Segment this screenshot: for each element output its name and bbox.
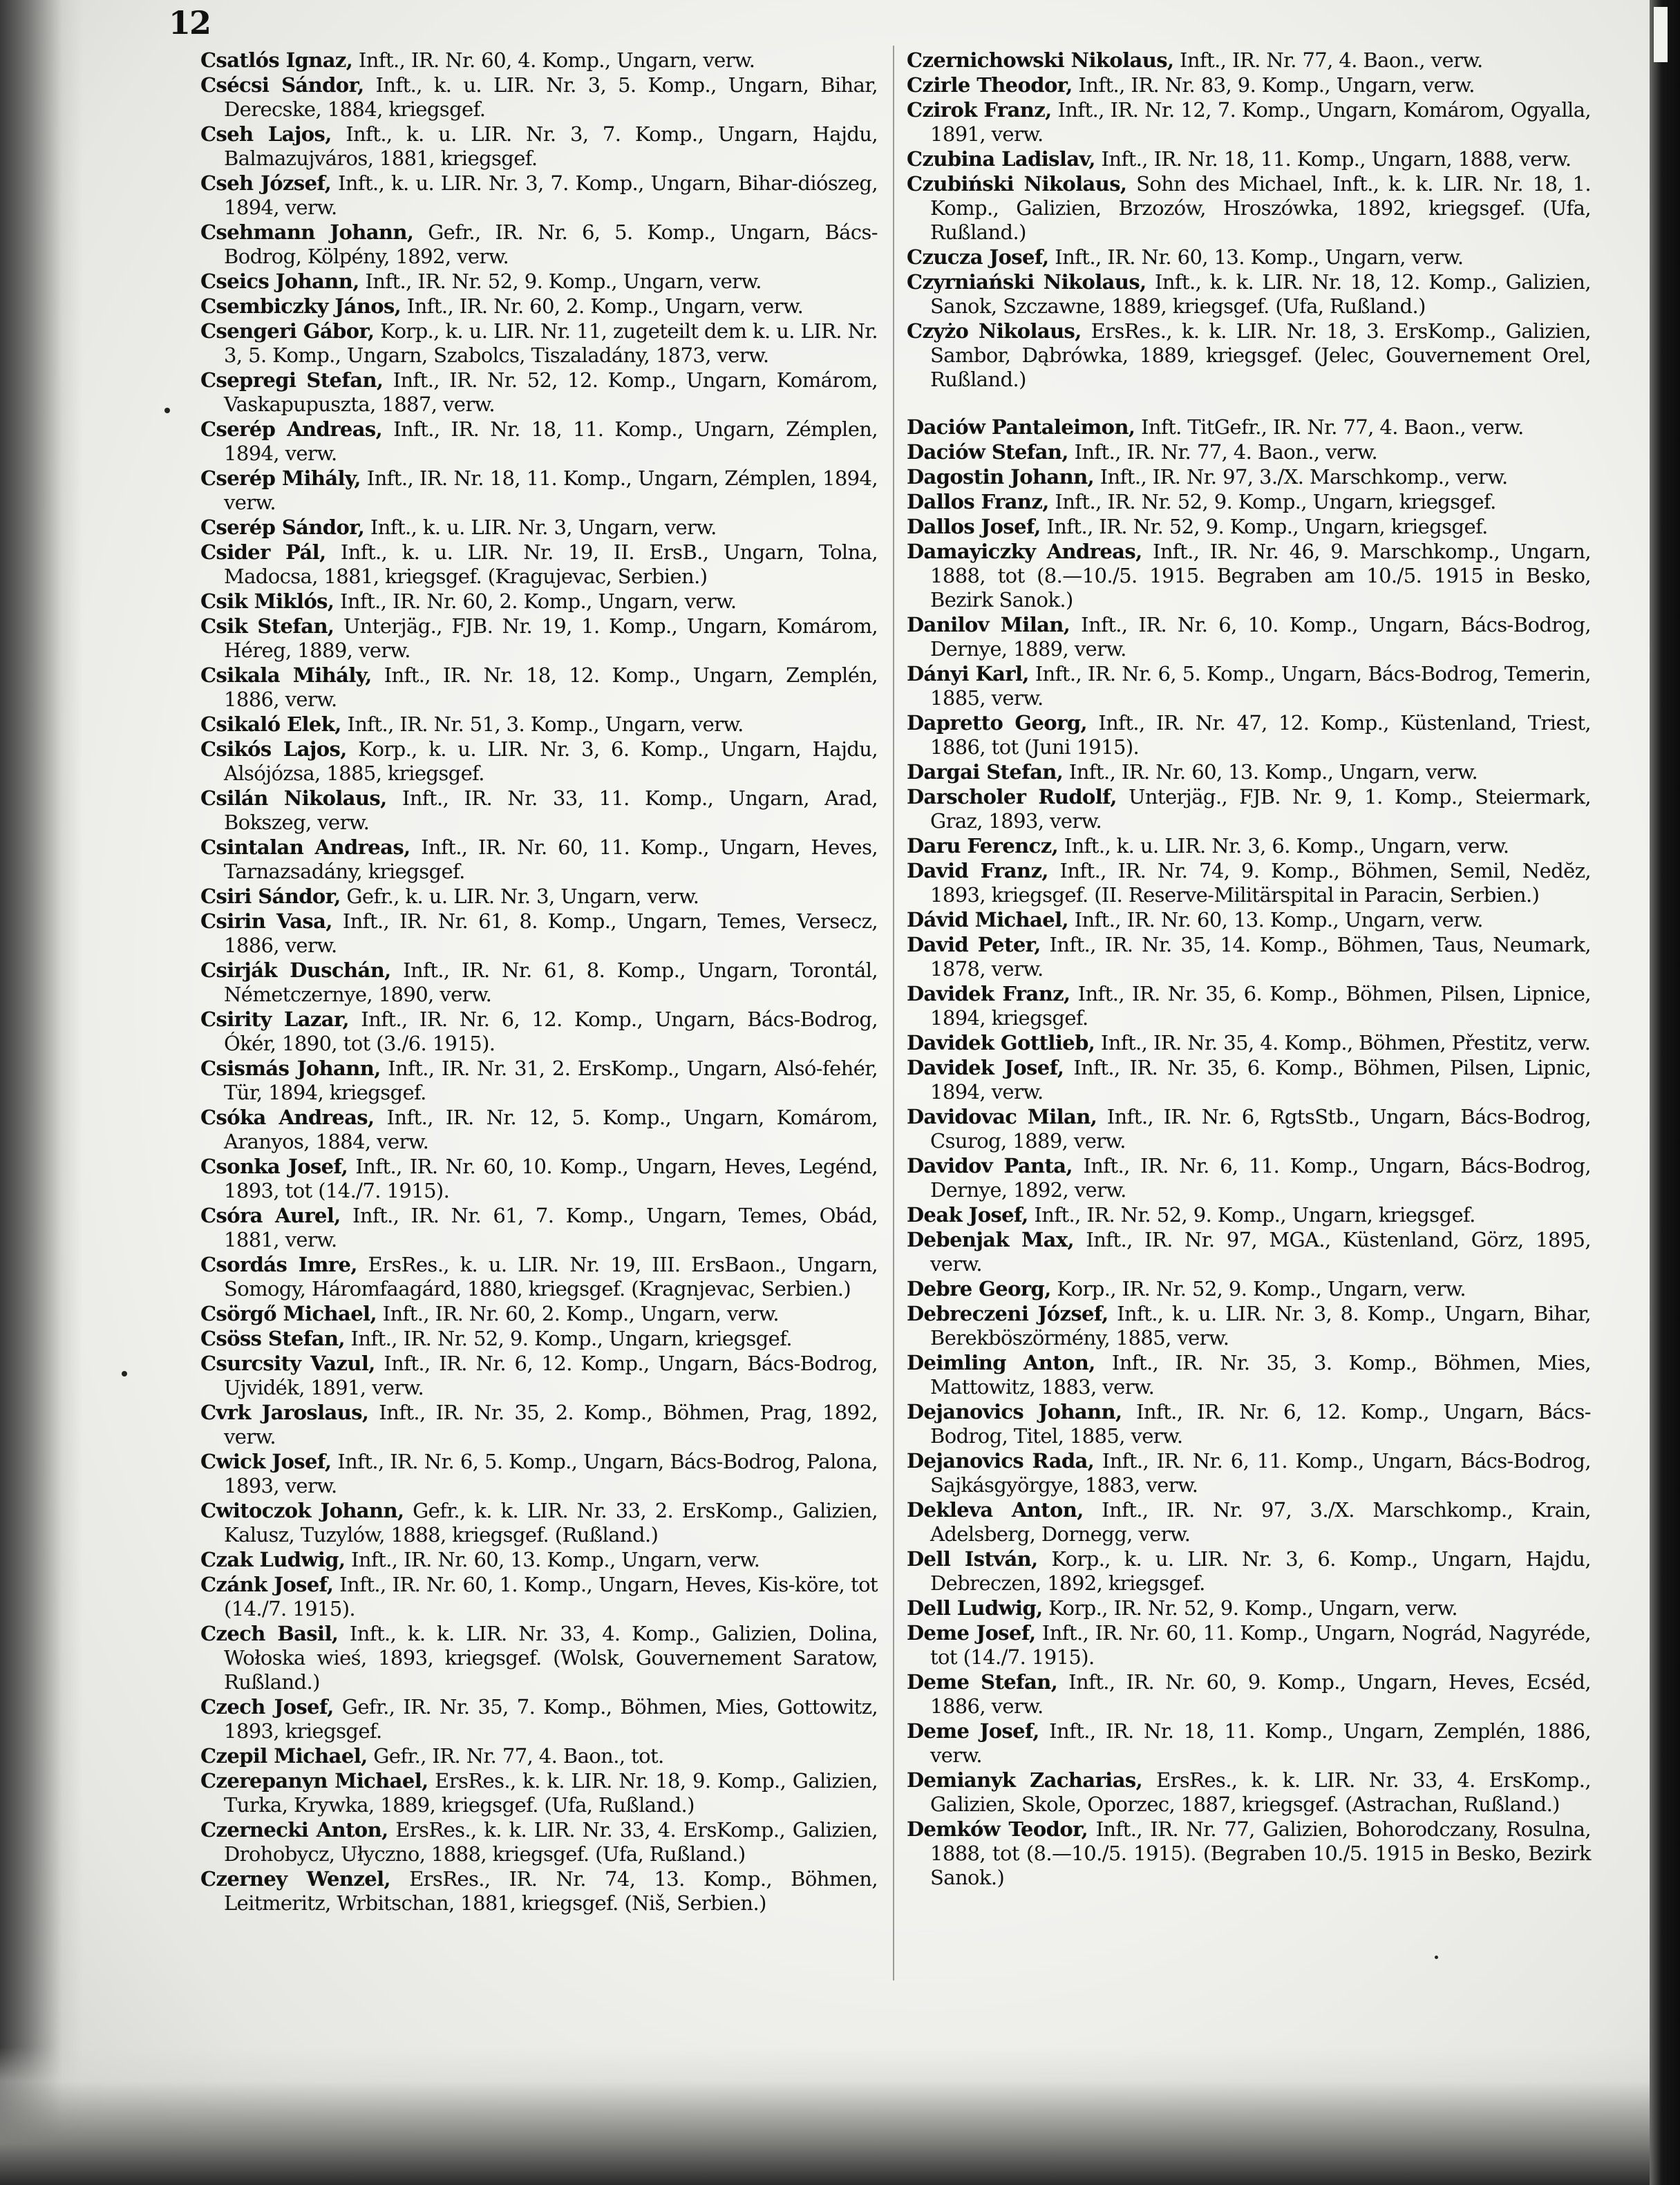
entry-name: Cseics Johann, (200, 269, 359, 293)
entry-name: Csikaló Elek, (200, 712, 341, 736)
entry-details: Inft., IR. Nr. 6, 12. Komp., Ungarn, Bács-Bodrog, Ókér, 1890, tot (3./6. 1915). (224, 1008, 878, 1055)
entry-name: Csintalan Andreas, (200, 835, 410, 859)
entry-name: Csécsi Sándor, (200, 73, 364, 97)
entry-name: Czernichowski Nikolaus, (907, 48, 1174, 72)
entry-details: Gefr., IR. Nr. 6, 5. Komp., Ungarn, Bács-Bodrog, Kölpény, 1892, verw. (224, 220, 878, 268)
entry-name: Czyżo Nikolaus, (907, 319, 1082, 343)
entry-name: Debenjak Max, (907, 1228, 1075, 1251)
entry-details: Inft., IR. Nr. 77, 4. Baon., verw. (1173, 48, 1483, 72)
entry-details: Inft., IR. Nr. 46, 9. Marschkomp., Ungarn, 1888, tot (8.—10./5. 1915. Begraben am 10./5. 1915 in Besko, Bezirk Sanok.) (930, 540, 1591, 612)
entry-name: Cvrk Jaroslaus, (200, 1401, 369, 1424)
list-entry (200, 466, 878, 515)
list-entry (200, 1106, 878, 1154)
page-edge (1650, 0, 1680, 2185)
entry-details: Inft., IR. Nr. 60, 13. Komp., Ungarn, verw. (345, 1548, 760, 1571)
list-entry (907, 48, 1591, 73)
list-entry (200, 220, 878, 269)
entry-details: Inft., IR. Nr. 52, 12. Komp., Ungarn, Komárom, Vaskapupuszta, 1887, verw. (224, 368, 878, 416)
list-entry (907, 415, 1591, 439)
entry-name: Csatlós Ignaz, (200, 48, 353, 72)
entry-details: ErsRes., IR. Nr. 74, 13. Komp., Böhmen, Leitmeritz, Wrbitschan, 1881, kriegsgef. (Niš, Serbien.) (224, 1867, 878, 1915)
entry-details: Inft., IR. Nr. 60, 1. Komp., Ungarn, Heves, Kis-köre, tot (14./7. 1915). (224, 1573, 878, 1620)
entry-name: Darscholer Rudolf, (907, 785, 1117, 808)
entry-name: Cwitoczok Johann, (200, 1499, 404, 1522)
list-entry (200, 1769, 878, 1817)
list-entry (907, 440, 1591, 464)
list-entry (200, 614, 878, 663)
list-entry (200, 368, 878, 417)
entry-details: Inft., IR. Nr. 47, 12. Komp., Küstenland, Triest, 1886, tot (Juni 1915). (930, 711, 1592, 759)
entry-name: Cwick Josef, (200, 1450, 332, 1473)
entry-name: Dell István, (907, 1547, 1038, 1571)
list-entry (200, 1155, 878, 1203)
entry-name: Deak Josef, (907, 1203, 1028, 1227)
entry-details: Inft., IR. Nr. 18, 11. Komp., Ungarn, Zémplen, 1894, verw. (224, 417, 878, 465)
entry-details: Inft., IR. Nr. 33, 11. Komp., Ungarn, Arad, Bokszeg, verw. (224, 786, 878, 834)
list-entry (200, 1057, 878, 1105)
entry-details: Inft., IR. Nr. 97, 3./X. Marschkomp., verw. (1094, 465, 1508, 489)
list-entry (200, 73, 878, 122)
entry-details: Inft., IR. Nr. 18, 11. Komp., Ungarn, Zemplén, 1886, verw. (930, 1719, 1591, 1767)
entry-name: David Franz, (907, 859, 1048, 882)
list-entry (200, 48, 878, 73)
entry-details: Inft., IR. Nr. 52, 9. Komp., Ungarn, kriegsgef. (1040, 515, 1488, 538)
entry-name: Demianyk Zacharias, (907, 1768, 1143, 1792)
entry-details: Inft., IR. Nr. 31, 2. ErsKomp., Ungarn, Alsó-fehér, Tür, 1894, kriegsgef. (224, 1057, 878, 1104)
entry-details: Inft., IR. Nr. 61, 7. Komp., Ungarn, Temes, Obád, 1881, verw. (224, 1204, 878, 1251)
entry-details: Inft., IR. Nr. 60, 2. Komp., Ungarn, verw. (376, 1302, 780, 1325)
entry-name: Csordás Imre, (200, 1253, 357, 1276)
entry-details: Inft., k. u. LIR. Nr. 3, 6. Komp., Ungarn, verw. (1058, 834, 1509, 858)
list-entry (907, 490, 1591, 514)
entry-name: Csiri Sándor, (200, 885, 341, 908)
entry-details: Inft., IR. Nr. 61, 8. Komp., Ungarn, Torontál, Németczernye, 1890, verw. (224, 958, 878, 1006)
list-entry (200, 663, 878, 712)
entry-name: Deme Josef, (907, 1621, 1036, 1645)
entry-name: Dekleva Anton, (907, 1498, 1084, 1522)
entry-details: Unterjäg., FJB. Nr. 9, 1. Komp., Steiermark, Graz, 1893, verw. (930, 785, 1591, 833)
page-number: 12 (169, 4, 211, 41)
left-column (200, 48, 878, 1916)
list-entry (907, 147, 1591, 171)
entry-name: Daciów Pantaleimon, (907, 415, 1135, 439)
list-entry (200, 122, 878, 171)
entry-name: Davidek Gottlieb, (907, 1031, 1095, 1054)
entry-name: Czirok Franz, (907, 98, 1052, 122)
entry-name: Csörgő Michael, (200, 1302, 377, 1325)
entry-details: Inft., IR. Nr. 6, 5. Komp., Ungarn, Bács-Bodrog, Palona, 1893, verw. (224, 1450, 878, 1497)
list-entry (907, 933, 1591, 981)
entry-details: Unterjäg., FJB. Nr. 19, 1. Komp., Ungarn, Komárom, Héreg, 1889, verw. (224, 614, 878, 662)
entry-name: Czánk Josef, (200, 1573, 334, 1596)
list-entry (200, 269, 878, 294)
entry-details: Inft., IR. Nr. 18, 12. Komp., Ungarn, Zemplén, 1886, verw. (224, 663, 878, 711)
entry-name: Czerepanyn Michael, (200, 1769, 428, 1793)
list-entry (907, 1105, 1591, 1153)
list-entry (907, 515, 1591, 539)
speck (164, 408, 170, 413)
entry-details: Korp., IR. Nr. 52, 9. Komp., Ungarn, verw. (1050, 1277, 1466, 1300)
entry-details: Inft., IR. Nr. 6, 12. Komp., Ungarn, Bács-Bodrog, Ujvidék, 1891, verw. (224, 1352, 878, 1399)
entry-name: Czyrniański Nikolaus, (907, 270, 1146, 294)
entry-details: Inft., IR. Nr. 60, 9. Komp., Ungarn, Heves, Ecséd, 1886, verw. (930, 1670, 1591, 1718)
list-entry (200, 1573, 878, 1621)
list-entry (907, 1547, 1591, 1596)
entry-details: Gefr., k. u. LIR. Nr. 3, Ungarn, verw. (340, 885, 699, 908)
list-entry (907, 98, 1591, 146)
list-entry (200, 515, 878, 540)
list-entry (907, 908, 1591, 932)
entry-name: Dányi Karl, (907, 662, 1029, 685)
entry-name: Dargai Stefan, (907, 760, 1064, 784)
list-entry (200, 319, 878, 368)
bottom-shadow (0, 2047, 1680, 2185)
entry-details: Inft., IR. Nr. 51, 3. Komp., Ungarn, verw. (341, 712, 744, 736)
entry-details: Inft., IR. Nr. 60, 13. Komp., Ungarn, verw. (1048, 245, 1464, 269)
entry-name: Dejanovics Johann, (907, 1400, 1122, 1423)
column-divider (893, 46, 894, 1980)
entry-name: Csepregi Stefan, (200, 368, 384, 392)
entry-details: Inft., k. k. LIR. Nr. 33, 4. Komp., Galizien, Dolina, Wołoska wieś, 1893, kriegsgef. (Wolsk, Gouvernement Saratow, Rußland.) (224, 1622, 878, 1694)
entry-name: Davidov Panta, (907, 1154, 1073, 1177)
entry-name: Csengeri Gábor, (200, 319, 375, 343)
list-entry (907, 1768, 1591, 1817)
list-entry (200, 1744, 878, 1768)
entry-name: Czirle Theodor, (907, 73, 1073, 97)
entry-details: ErsRes., k. k. LIR. Nr. 18, 9. Komp., Galizien, Turka, Krywka, 1889, kriegsgef. (Ufa, Rußland.) (224, 1769, 878, 1817)
list-entry (907, 834, 1591, 858)
entry-name: Csider Pál, (200, 540, 326, 564)
entry-details: Inft., k. u. LIR. Nr. 3, 5. Komp., Ungarn, Bihar, Derecske, 1884, kriegsgef. (224, 73, 878, 121)
list-entry (200, 1818, 878, 1866)
list-entry (907, 1351, 1591, 1399)
entry-name: Dejanovics Rada, (907, 1449, 1095, 1473)
entry-name: Dávid Michael, (907, 908, 1068, 931)
speck (122, 1371, 127, 1377)
entry-name: Daru Ferencz, (907, 834, 1059, 858)
entry-details: Inft., IR. Nr. 97, 3./X. Marschkomp., Krain, Adelsberg, Dornegg, verw. (930, 1498, 1591, 1546)
list-entry (200, 885, 878, 909)
list-entry (200, 1302, 878, 1326)
list-entry (200, 909, 878, 958)
entry-details: Inft., IR. Nr. 77, 4. Baon., verw. (1068, 440, 1378, 464)
list-entry (200, 171, 878, 220)
entry-name: Csehmann Johann, (200, 220, 414, 244)
list-entry (907, 1670, 1591, 1719)
entry-name: Cserép Sándor, (200, 515, 365, 539)
list-entry (200, 540, 878, 589)
entry-details: Inft., IR. Nr. 35, 6. Komp., Böhmen, Pilsen, Lipnic, 1894, verw. (930, 1056, 1591, 1104)
entry-name: Csirity Lazar, (200, 1008, 350, 1031)
entry-details: Korp., k. u. LIR. Nr. 3, 6. Komp., Ungarn, Hajdu, Alsójózsa, 1885, kriegsgef. (224, 737, 878, 785)
entry-details: Inft., IR. Nr. 35, 14. Komp., Böhmen, Taus, Neumark, 1878, verw. (930, 933, 1591, 981)
list-entry (200, 835, 878, 884)
list-entry (200, 1622, 878, 1694)
list-entry (907, 760, 1591, 784)
list-entry (200, 1499, 878, 1547)
entry-name: Dallos Franz, (907, 490, 1049, 513)
list-entry (200, 737, 878, 786)
entry-name: Czepil Michael, (200, 1744, 368, 1768)
entry-name: Dapretto Georg, (907, 711, 1088, 735)
list-entry (907, 270, 1591, 319)
list-entry (907, 1056, 1591, 1104)
entry-details: Inft., IR. Nr. 60, 2. Komp., Ungarn, verw. (334, 589, 737, 613)
entry-details: Inft., IR. Nr. 60, 2. Komp., Ungarn, verw. (401, 294, 804, 318)
entry-name: Czubiński Nikolaus, (907, 172, 1127, 196)
entry-details: Inft., IR. Nr. 6, 12. Komp., Ungarn, Bács-Bodrog, Titel, 1885, verw. (930, 1400, 1591, 1448)
list-entry (200, 1008, 878, 1056)
list-entry (907, 1154, 1591, 1202)
entry-details: Inft., IR. Nr. 6, 10. Komp., Ungarn, Bács-Bodrog, Dernye, 1889, verw. (930, 613, 1591, 661)
list-entry (907, 982, 1591, 1030)
entry-details: Inft., IR. Nr. 83, 9. Komp., Ungarn, verw. (1072, 73, 1475, 97)
entry-name: Czerney Wenzel, (200, 1867, 391, 1891)
entry-details: Inft., IR. Nr. 60, 10. Komp., Ungarn, Heves, Legénd, 1893, tot (14./7. 1915). (224, 1155, 878, 1202)
list-entry (200, 1253, 878, 1301)
entry-details: Inft., IR. Nr. 77, Galizien, Bohorodczany, Rosulna, 1888, tot (8.—10./5. 1915). (Begraben 10./5. 1915 in Besko, Bezirk Sanok.) (930, 1817, 1592, 1889)
entry-details: Inft., k. u. LIR. Nr. 3, Ungarn, verw. (364, 515, 717, 539)
right-column (907, 48, 1591, 1891)
entry-name: Czak Ludwig, (200, 1548, 346, 1571)
entry-name: Csik Miklós, (200, 589, 334, 613)
list-entry (200, 1401, 878, 1449)
entry-name: Dagostin Johann, (907, 465, 1095, 489)
entry-name: Dallos Josef, (907, 515, 1041, 538)
entry-name: Davidovac Milan, (907, 1105, 1097, 1128)
entry-details: Inft., IR. Nr. 60, 13. Komp., Ungarn, verw. (1068, 908, 1483, 931)
entry-name: Csilán Nikolaus, (200, 786, 387, 810)
entry-details: Inft., IR. Nr. 12, 7. Komp., Ungarn, Komárom, Ogyalla, 1891, verw. (930, 98, 1591, 146)
entry-name: Csirják Duschán, (200, 958, 391, 982)
entry-name: Csik Stefan, (200, 614, 334, 638)
list-entry (200, 1327, 878, 1351)
page-edge-notch (1654, 7, 1668, 62)
entry-details: Inft., IR. Nr. 35, 2. Komp., Böhmen, Prag, 1892, verw. (224, 1401, 878, 1448)
list-entry (907, 1228, 1591, 1276)
speck (1435, 1956, 1438, 1959)
entry-details: Inft., IR. Nr. 6, 5. Komp., Ungarn, Bács-Bodrog, Temerin, 1885, verw. (930, 662, 1591, 710)
list-entry (907, 613, 1591, 661)
entry-details: Inft., IR. Nr. 74, 9. Komp., Böhmen, Semil, Nedĕz, 1893, kriegsgef. (II. Reserve-Militärspital in Paracin, Serbien.) (930, 859, 1592, 907)
entry-name: Csismás Johann, (200, 1057, 381, 1080)
entry-details: Inft., IR. Nr. 35, 6. Komp., Böhmen, Pilsen, Lipnice, 1894, kriegsgef. (930, 982, 1591, 1030)
entry-details: Inft., IR. Nr. 60, 11. Komp., Ungarn, Heves, Tarnazsadány, kriegsgef. (224, 835, 878, 883)
entry-details: Inft., IR. Nr. 35, 3. Komp., Böhmen, Mies, Mattowitz, 1883, verw. (930, 1351, 1591, 1399)
entry-details: Inft., IR. Nr. 52, 9. Komp., Ungarn, kriegsgef. (1028, 1203, 1475, 1227)
entry-details: Inft., k. u. LIR. Nr. 3, 7. Komp., Ungarn, Bihar-diószeg, 1894, verw. (224, 171, 878, 219)
entry-details: Korp., IR. Nr. 52, 9. Komp., Ungarn, verw. (1042, 1596, 1457, 1620)
entry-name: Csöss Stefan, (200, 1327, 345, 1350)
list-entry (200, 1867, 878, 1916)
entry-name: Debreczeni József, (907, 1302, 1108, 1325)
entry-name: Deme Stefan, (907, 1670, 1058, 1694)
entry-name: Csonka Josef, (200, 1155, 348, 1178)
entry-name: Czech Basil, (200, 1622, 339, 1645)
list-entry (907, 662, 1591, 710)
entry-details: Inft., IR. Nr. 52, 9. Komp., Ungarn, kriegsgef. (344, 1327, 792, 1350)
entry-name: Csurcsity Vazul, (200, 1352, 375, 1375)
entry-name: Csóka Andreas, (200, 1106, 375, 1129)
list-entry (907, 540, 1591, 612)
entry-name: Czucza Josef, (907, 245, 1049, 269)
entry-details: Inft., IR. Nr. 52, 9. Komp., Ungarn, verw. (359, 269, 762, 293)
entry-name: Cserép Andreas, (200, 417, 383, 441)
entry-details: Inft., IR. Nr. 97, MGA., Küstenland, Görz, 1895, verw. (930, 1228, 1591, 1276)
entry-name: Demków Teodor, (907, 1817, 1088, 1841)
list-entry (907, 1817, 1591, 1890)
list-entry (907, 319, 1591, 392)
entry-name: Csikala Mihály, (200, 663, 372, 687)
entry-name: Danilov Milan, (907, 613, 1070, 636)
list-entry (907, 1203, 1591, 1227)
entry-name: Cseh Lajos, (200, 122, 332, 146)
entry-name: Csóra Aurel, (200, 1204, 341, 1227)
list-entry (907, 73, 1591, 97)
entry-name: David Peter, (907, 933, 1041, 956)
entry-details: Inft., IR. Nr. 12, 5. Komp., Ungarn, Komárom, Aranyos, 1884, verw. (224, 1106, 878, 1153)
entry-details: Inft., IR. Nr. 60, 13. Komp., Ungarn, verw. (1063, 760, 1478, 784)
entry-details: ErsRes., k. k. LIR. Nr. 33, 4. ErsKomp., Galizien, Drohobycz, Ułyczno, 1888, kriegsgef. (Ufa, Rußland.) (224, 1818, 878, 1866)
list-entry (200, 294, 878, 319)
list-entry (907, 711, 1591, 759)
list-entry (200, 1548, 878, 1572)
entry-details: Inft., k. u. LIR. Nr. 3, 8. Komp., Ungarn, Bihar, Berekböszörmény, 1885, verw. (930, 1302, 1591, 1350)
entry-details: Gefr., k. k. LIR. Nr. 33, 2. ErsKomp., Galizien, Kalusz, Tuzylów, 1888, kriegsgef. (Rußland.) (224, 1499, 878, 1546)
list-entry (200, 1450, 878, 1498)
entry-details: Inft., IR. Nr. 61, 8. Komp., Ungarn, Temes, Versecz, 1886, verw. (224, 909, 878, 957)
list-entry (907, 1400, 1591, 1448)
entry-details: Inft., IR. Nr. 35, 4. Komp., Böhmen, Přestitz, verw. (1095, 1031, 1591, 1054)
entry-details: Inft., IR. Nr. 6, RgtsStb., Ungarn, Bács-Bodrog, Csurog, 1889, verw. (930, 1105, 1591, 1153)
list-entry (907, 1449, 1591, 1497)
entry-name: Deme Josef, (907, 1719, 1039, 1743)
entry-details: Inft., IR. Nr. 18, 11. Komp., Ungarn, 1888, verw. (1095, 147, 1572, 171)
entry-name: Cseh József, (200, 171, 332, 195)
list-entry (907, 1302, 1591, 1350)
list-entry (200, 1352, 878, 1400)
list-entry (907, 1031, 1591, 1055)
entry-details: Gefr., IR. Nr. 35, 7. Komp., Böhmen, Mies, Gottowitz, 1893, kriegsgef. (224, 1695, 878, 1743)
entry-name: Czubina Ladislav, (907, 147, 1095, 171)
entry-details: Inft., IR. Nr. 6, 11. Komp., Ungarn, Bács-Bodrog, Sajkásgyörgye, 1883, verw. (930, 1449, 1591, 1497)
list-entry (200, 1204, 878, 1252)
entry-details: Inft., k. u. LIR. Nr. 3, 7. Komp., Ungarn, Hajdu, Balmazujváros, 1881, kriegsgef. (224, 122, 878, 170)
entry-name: Czernecki Anton, (200, 1818, 388, 1842)
entry-details: Inft., IR. Nr. 18, 11. Komp., Ungarn, Zémplen, 1894, verw. (224, 466, 878, 514)
entry-details: Inft., IR. Nr. 52, 9. Komp., Ungarn, kriegsgef. (1048, 490, 1496, 513)
entry-details: ErsRes., k. k. LIR. Nr. 33, 4. ErsKomp., Galizien, Skole, Oporzec, 1887, kriegsgef. (Astrachan, Rußland.) (930, 1768, 1591, 1816)
entry-name: Davidek Josef, (907, 1056, 1064, 1079)
list-entry (907, 1277, 1591, 1301)
list-entry (907, 1719, 1591, 1768)
entry-name: Cserép Mihály, (200, 466, 361, 490)
entry-details: ErsRes., k. u. LIR. Nr. 19, III. ErsBaon., Ungarn, Somogy, Háromfaagárd, 1880, kriegsgef. (Kragnjevac, Serbien.) (224, 1253, 878, 1300)
entry-details: Inft., k. u. LIR. Nr. 19, II. ErsB., Ungarn, Tolna, Madocsa, 1881, kriegsgef. (Kragujevac, Serbien.) (224, 540, 878, 588)
list-entry (200, 712, 878, 737)
list-entry (200, 1695, 878, 1743)
list-entry (907, 172, 1591, 245)
entry-details: Inft., IR. Nr. 60, 4. Komp., Ungarn, verw. (352, 48, 755, 72)
entry-details: Korp., k. u. LIR. Nr. 3, 6. Komp., Ungarn, Hajdu, Debreczen, 1892, kriegsgef. (930, 1547, 1592, 1595)
entry-details: ErsRes., k. k. LIR. Nr. 18, 3. ErsKomp., Galizien, Sambor, Dąbrówka, 1889, kriegsgef. (Jelec, Gouvernement Orel, Rußland.) (930, 319, 1591, 391)
entry-details: Inft., IR. Nr. 60, 11. Komp., Ungarn, Nográd, Nagyréde, tot (14./7. 1915). (930, 1621, 1591, 1669)
entry-name: Csembiczky János, (200, 294, 402, 318)
list-entry (907, 785, 1591, 833)
list-entry (907, 245, 1591, 269)
entry-name: Deimling Anton, (907, 1351, 1095, 1374)
entry-name: Csikós Lajos, (200, 737, 347, 761)
list-entry (200, 417, 878, 466)
entry-name: Csirin Vasa, (200, 909, 332, 933)
list-entry (907, 1498, 1591, 1546)
entry-name: Davidek Franz, (907, 982, 1070, 1005)
entry-details: Inft., IR. Nr. 6, 11. Komp., Ungarn, Bács-Bodrog, Dernye, 1892, verw. (930, 1154, 1591, 1202)
entry-details: Korp., k. u. LIR. Nr. 11, zugeteilt dem k. u. LIR. Nr. 3, 5. Komp., Ungarn, Szabolcs, Tiszaladány, 1873, verw. (224, 319, 878, 367)
entry-details: Sohn des Michael, Inft., k. k. LIR. Nr. 18, 1. Komp., Galizien, Brzozów, Hroszówka, 1892, kriegsgef. (Ufa, Rußland.) (930, 172, 1592, 244)
list-entry (907, 1596, 1591, 1620)
entry-details: Inft. TitGefr., IR. Nr. 77, 4. Baon., verw. (1135, 415, 1524, 439)
entry-name: Damayiczky Andreas, (907, 540, 1142, 563)
list-entry (200, 958, 878, 1007)
entry-details: Inft., k. k. LIR. Nr. 18, 12. Komp., Galizien, Sanok, Szczawne, 1889, kriegsgef. (Ufa, Rußland.) (930, 270, 1591, 318)
entry-name: Debre Georg, (907, 1277, 1051, 1300)
entry-name: Czech Josef, (200, 1695, 334, 1719)
list-entry (907, 859, 1591, 907)
binding-shadow (0, 0, 83, 2185)
entry-name: Dell Ludwig, (907, 1596, 1043, 1620)
entry-details: Gefr., IR. Nr. 77, 4. Baon., tot. (367, 1744, 664, 1768)
list-entry (200, 786, 878, 835)
list-entry (200, 589, 878, 614)
entry-name: Daciów Stefan, (907, 440, 1068, 464)
list-entry (907, 1621, 1591, 1670)
list-entry (907, 465, 1591, 489)
